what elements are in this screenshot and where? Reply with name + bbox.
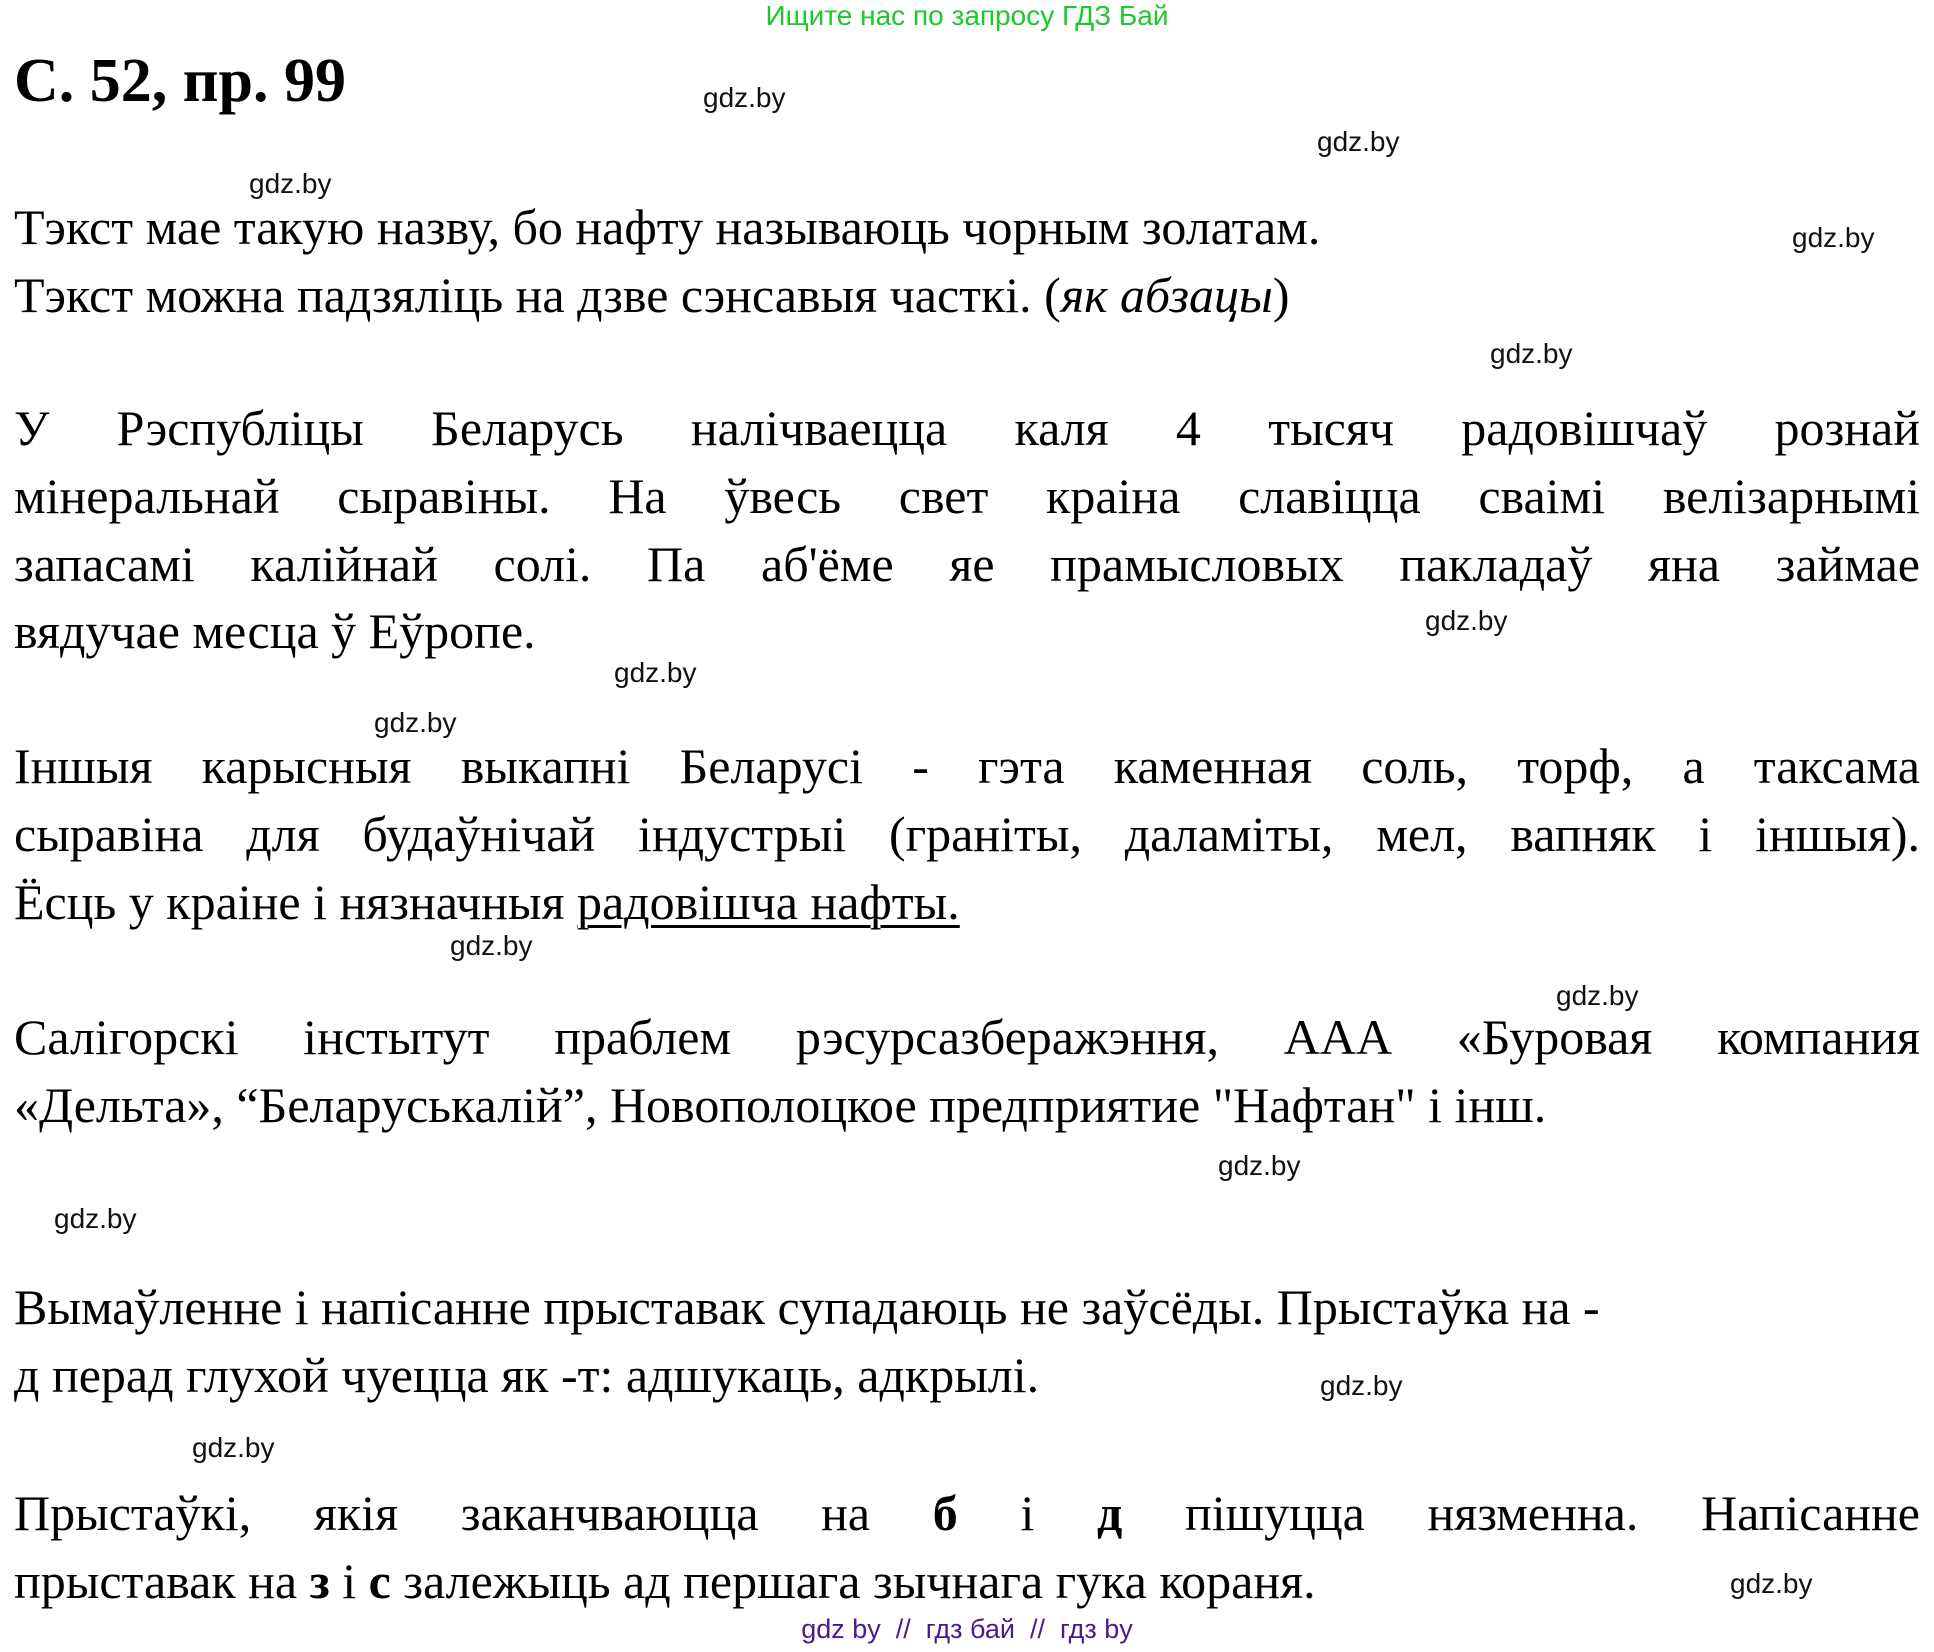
- paragraph-6-line-1: [14, 1485, 1920, 1541]
- paragraph-2-line-4: вядучае месца ў Еўропе.: [14, 603, 536, 659]
- text: прыставак на: [14, 1553, 310, 1609]
- paragraph-1-line-1: Тэкст мае такую назву, бо нафту называюць чорным золатам.: [14, 199, 1321, 255]
- paragraph-5-line-1: Вымаўленне і напісанне прыставак супадаюць не заўсёды. Прыстаўка на -: [14, 1279, 1600, 1335]
- paragraph-5-line-2: д перад глухой чуецца як -т: адшукаць, адкрылі.: [14, 1347, 1040, 1403]
- italic-note: як абзацы: [1060, 267, 1273, 323]
- watermark: gdz.by: [192, 1432, 275, 1463]
- watermark: gdz.by: [450, 930, 533, 961]
- underlined-phrase: радовішча нафты.: [576, 874, 960, 930]
- watermark: gdz.by: [1218, 1150, 1301, 1181]
- watermark: gdz.by: [249, 168, 332, 199]
- bold-letter: б: [932, 1485, 958, 1541]
- text: пішуцца нязменна. Напісанне: [1122, 1485, 1920, 1541]
- paragraph-2-line-1: У Рэспубліцы Беларусь налічваецца каля 4 тысяч радовішчаў рознай: [14, 400, 1920, 456]
- text: Прыстаўкі, якія заканчваюцца на: [14, 1485, 933, 1541]
- paragraph-4-line-1: Салігорскі інстытут праблем рэсурсазберажэння, ААА «Буровая компания: [14, 1009, 1920, 1065]
- text: ): [1272, 267, 1290, 323]
- watermark: gdz.by: [1730, 1568, 1813, 1599]
- watermark: gdz.by: [1320, 1370, 1403, 1401]
- watermark: gdz.by: [1317, 126, 1400, 157]
- bold-letter: д: [1097, 1485, 1123, 1541]
- watermark: gdz.by: [1556, 980, 1639, 1011]
- watermark: gdz.by: [54, 1203, 137, 1234]
- text: і: [957, 1485, 1098, 1541]
- watermark: gdz.by: [1792, 222, 1875, 253]
- page-title: С. 52, пр. 99: [14, 47, 346, 115]
- paragraph-2-line-3: запасамі калійнай солі. Па аб'ёме яе прамысловых пакладаў яна займае: [14, 536, 1920, 592]
- paragraph-6-line-2: [14, 1553, 1316, 1609]
- watermark: gdz.by: [703, 82, 786, 113]
- watermark: gdz.by: [1425, 605, 1508, 636]
- watermark: gdz.by: [1490, 338, 1573, 369]
- paragraph-3-line-1: Іншыя карысныя выкапні Беларусі - гэта каменная соль, торф, а таксама: [14, 738, 1920, 794]
- footer-links: gdz by // гдз бай // гдз by: [801, 1614, 1133, 1644]
- paragraph-4-line-2: «Дельта», “Беларуськалій”, Новополоцкое предприятие "Нафтан" і інш.: [14, 1077, 1547, 1133]
- watermark: gdz.by: [614, 657, 697, 688]
- paragraph-1-line-2: [14, 267, 1290, 323]
- text: залежыць ад першага зычнага гука кораня.: [390, 1553, 1316, 1609]
- text: і: [329, 1553, 369, 1609]
- text: Тэкст можна падзяліць на дзве сэнсавыя часткі. (: [14, 267, 1061, 323]
- bold-letter: с: [368, 1553, 391, 1609]
- search-banner: Ищите нас по запросу ГДЗ Бай: [765, 0, 1169, 31]
- text: Ёсць у краіне і нязначныя: [14, 874, 577, 930]
- paragraph-3-line-2: сыравіна для будаўнічай індустрыі (граніты, даламіты, мел, вапняк і іншыя).: [14, 806, 1920, 862]
- paragraph-3-line-3: [14, 874, 960, 930]
- paragraph-2-line-2: мінеральнай сыравіны. На ўвесь свет краіна славіцца сваімі велізарнымі: [14, 468, 1920, 524]
- bold-letter: з: [309, 1553, 330, 1609]
- watermark: gdz.by: [374, 707, 457, 738]
